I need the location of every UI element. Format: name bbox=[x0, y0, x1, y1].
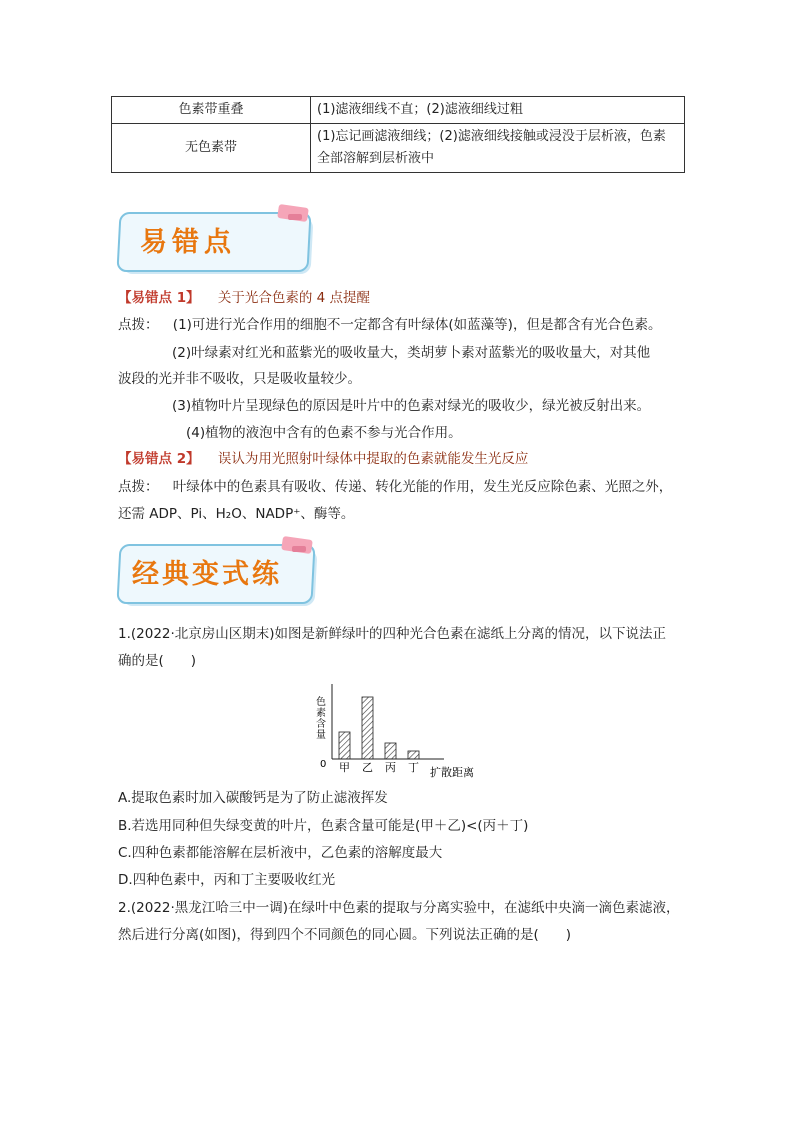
error-point-2-heading bbox=[118, 449, 528, 469]
table-cell-text bbox=[311, 124, 685, 173]
paperclip-tab-icon bbox=[288, 214, 302, 220]
bar-乙 bbox=[362, 697, 373, 759]
bar-丁 bbox=[408, 751, 419, 759]
category-labels bbox=[339, 761, 419, 774]
banner-title: 经典变式练 bbox=[132, 559, 282, 590]
error-point-2-para-2: 还需 ADP、Pi、H₂O、NADP⁺、酶等。 bbox=[118, 506, 355, 522]
bar-甲 bbox=[339, 732, 350, 759]
hint-text: (1)可进行光合作用的细胞不一定都含有叶绿体(如蓝藻等)，但是都含有光合色素。 bbox=[172, 317, 662, 333]
category-label: 乙 bbox=[362, 761, 373, 774]
bars-group bbox=[339, 697, 419, 759]
pigment-bar-chart bbox=[306, 680, 486, 780]
option-d: D.四种色素中，丙和丁主要吸收红光 bbox=[118, 872, 336, 888]
hint-lead: 点拨： bbox=[118, 317, 159, 333]
x-axis-label: 扩散距离 bbox=[430, 766, 474, 779]
error-point-1-heading bbox=[118, 288, 370, 308]
hint-text: 叶绿体中的色素具有吸收、传递、转化光能的作用，发生光反应除色素、光照之外， bbox=[172, 479, 673, 495]
question-1-stem-cont: 确的是( ) bbox=[118, 653, 197, 669]
y-axis-label: 色素含量 bbox=[313, 696, 325, 740]
table-cell-label: 色素带重叠 bbox=[112, 97, 311, 124]
table-cell-line: 全部溶解到层析液中 bbox=[317, 151, 435, 166]
category-label: 丁 bbox=[408, 761, 419, 774]
section-banner-practice bbox=[118, 544, 318, 606]
banner-title: 易错点 bbox=[140, 227, 236, 258]
table-cell-label: 无色素带 bbox=[112, 124, 311, 173]
error-point-1-para-1 bbox=[118, 315, 661, 335]
fault-table bbox=[111, 96, 685, 173]
error-point-2-para-1 bbox=[118, 477, 672, 497]
table-row bbox=[112, 97, 685, 124]
table-row bbox=[112, 124, 685, 173]
table-cell-text: (1)滤液细线不直；(2)滤液细线过粗 bbox=[311, 97, 685, 124]
question-2-stem-cont: 然后进行分离(如图)，得到四个不同颜色的同心圆。下列说法正确的是( ) bbox=[118, 927, 572, 943]
origin-label: 0 bbox=[320, 759, 327, 770]
category-label: 丙 bbox=[385, 761, 396, 774]
question-1-stem: 1.(2022·北京房山区期末)如图是新鲜绿叶的四种光合色素在滤纸上分离的情况，以下说法正 bbox=[118, 626, 667, 642]
error-point-1-para-4: (4)植物的液泡中含有的色素不参与光合作用。 bbox=[186, 425, 462, 441]
category-label: 甲 bbox=[339, 761, 350, 774]
error-point-title: 关于光合色素的 4 点提醒 bbox=[217, 290, 371, 306]
paperclip-tab-icon bbox=[292, 546, 306, 552]
table-cell-line: (1)忘记画滤液细线；(2)滤液细线接触或浸没于层析液，色素 bbox=[317, 129, 666, 144]
question-2-stem: 2.(2022·黑龙江哈三中一调)在绿叶中色素的提取与分离实验中，在滤纸中央滴一滴色素滤液， bbox=[118, 900, 680, 916]
error-point-tag: 【易错点 2】 bbox=[118, 451, 200, 467]
section-banner-errors bbox=[118, 212, 314, 274]
error-point-1-para-2-cont: 波段的光并非不吸收，只是吸收量较少。 bbox=[118, 371, 361, 387]
error-point-1-para-2: (2)叶绿素对红光和蓝紫光的吸收量大，类胡萝卜素对蓝紫光的吸收量大，对其他 bbox=[172, 345, 651, 361]
bar-丙 bbox=[385, 743, 396, 759]
option-c: C.四种色素都能溶解在层析液中，乙色素的溶解度最大 bbox=[118, 845, 443, 861]
option-b: B.若选用同种但失绿变黄的叶片，色素含量可能是(甲＋乙)<(丙＋丁) bbox=[118, 818, 529, 834]
option-a: A.提取色素时加入碳酸钙是为了防止滤液挥发 bbox=[118, 790, 388, 806]
error-point-title: 误认为用光照射叶绿体中提取的色素就能发生光反应 bbox=[217, 451, 529, 467]
error-point-1-para-3: (3)植物叶片呈现绿色的原因是叶片中的色素对绿光的吸收少，绿光被反射出来。 bbox=[172, 398, 651, 414]
hint-lead: 点拨： bbox=[118, 479, 159, 495]
error-point-tag: 【易错点 1】 bbox=[118, 290, 200, 306]
